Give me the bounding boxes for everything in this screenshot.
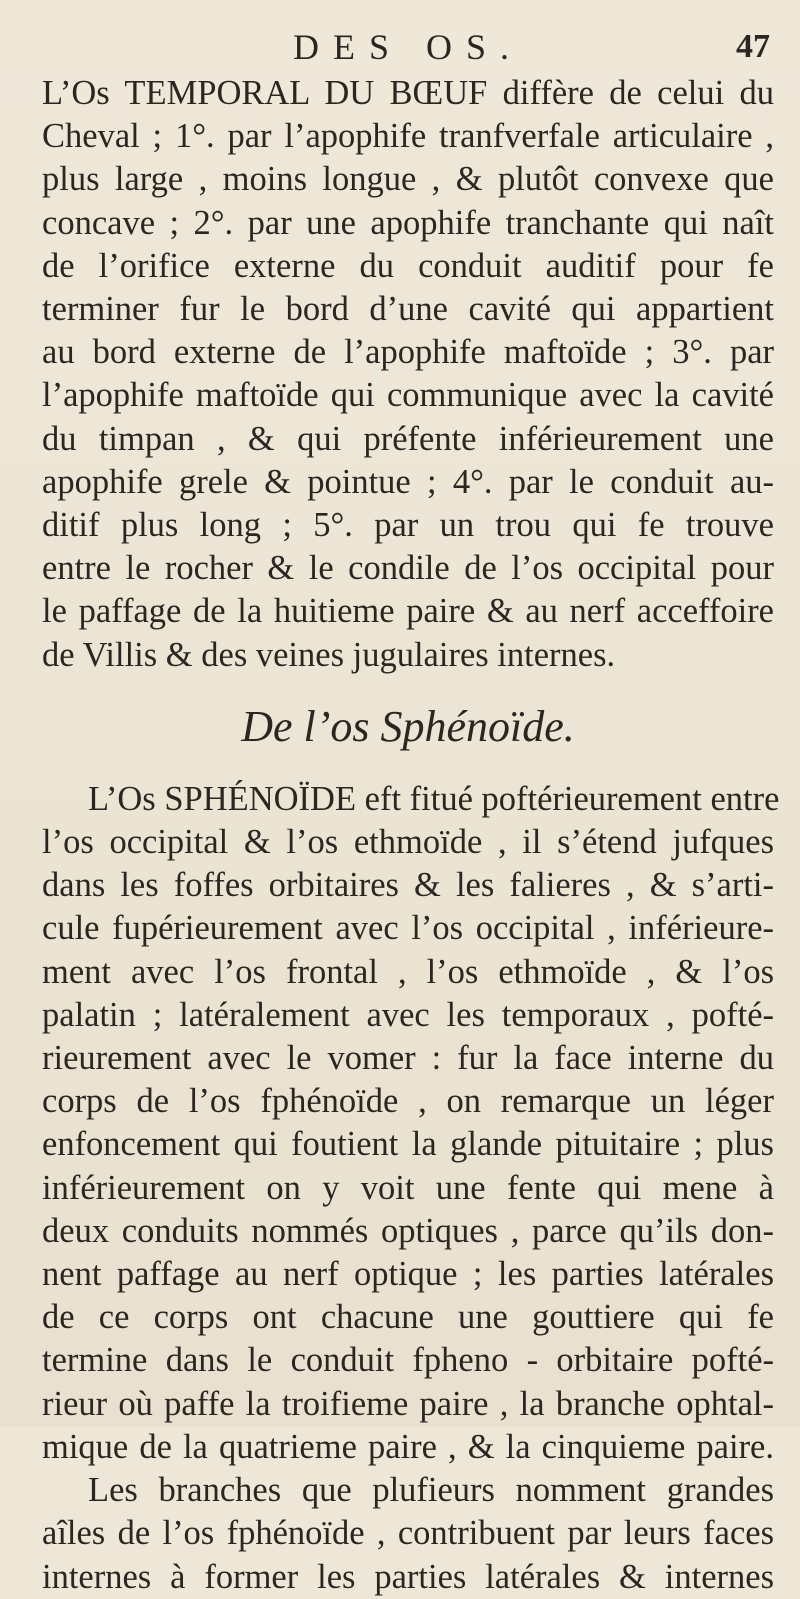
text-line: palatin ; latéralement avec les temporaux , pofté- [42,995,774,1034]
text-line: inférieurement on y voit une fente qui mene à [42,1168,774,1207]
running-header [42,22,774,72]
text-line: mique de la quatrieme paire , & la cinquieme paire. [42,1427,774,1466]
text-line: plus large , moins longue , & plutôt convexe que [42,160,774,199]
text-line: Les branches que plufieurs nomment grandes [88,1471,774,1510]
text-line: concave ; 2°. par une apophife tranchante qui naît [42,203,774,242]
text-line: dans les foffes orbitaires & les falieres , & s’arti- [42,866,774,905]
text-line: cule fupérieurement avec l’os occipital , inférieure- [42,909,774,948]
text-line: de l’orifice externe du conduit auditif pour fe [42,246,774,285]
text-line: nent paffage au nerf optique ; les parties latérales [42,1255,774,1294]
text-line: deux conduits nommés optiques , parce qu’ils don- [42,1211,774,1250]
text-line: entre le rocher & le condile de l’os occipital pour [42,549,774,588]
running-title: DES OS. [292,27,524,67]
page-number: 47 [736,28,770,65]
section-title: De l’os Sphénoïde. [241,701,575,751]
text-line: l’apophife maftoïde qui communique avec la cavité [42,376,774,415]
paragraph-temporal-bone [42,72,774,677]
text-line: enfoncement qui foutient la glande pituitaire ; plus [42,1125,774,1164]
text-line: terminer fur le bord d’une cavité qui appartient [42,290,774,329]
text-line: le paffage de la huitieme paire & au nerf acceffoire [42,592,774,631]
text-line: L’Os TEMPORAL DU BŒUF diffère de celui du [42,74,774,112]
text-line: du timpan , & qui préfente inférieurement une [42,419,774,458]
paragraph-sphenoid-bone [42,778,780,1599]
text-line: apophife grele & pointue ; 4°. par le conduit au- [42,462,774,501]
text-line: ment avec l’os frontal , l’os ethmoïde , & l’os [42,952,774,991]
text-line: rieurement avec le vomer : fur la face interne du [42,1039,774,1078]
text-line: au bord externe de l’apophife maftoïde ; 3°. par [42,333,774,372]
text-line: aîles de l’os fphénoïde , contribuent par leurs faces [42,1514,774,1553]
text-line: l’os occipital & l’os ethmoïde , il s’étend jufques [42,823,774,862]
text-line: corps de l’os fphénoïde , on remarque un léger [42,1082,774,1121]
text-line: Cheval ; 1°. par l’apophife tranfverfale articulaire , [42,117,774,156]
text-line: ditif plus long ; 5°. par un trou qui fe trouve [42,506,774,545]
text-line: L’Os SPHÉNOÏDE eft fitué poftérieurement entre [88,779,780,818]
text-line: de ce corps ont chacune une gouttiere qui fe [42,1298,774,1337]
text-line: rieur où paffe la troifieme paire , la branche ophtal- [42,1384,774,1423]
text-line: de Villis & des veines jugulaires internes. [42,635,616,674]
text-line: termine dans le conduit fpheno - orbitaire pofté- [42,1341,774,1380]
text-line: internes à former les parties latérales & internes [42,1557,774,1596]
